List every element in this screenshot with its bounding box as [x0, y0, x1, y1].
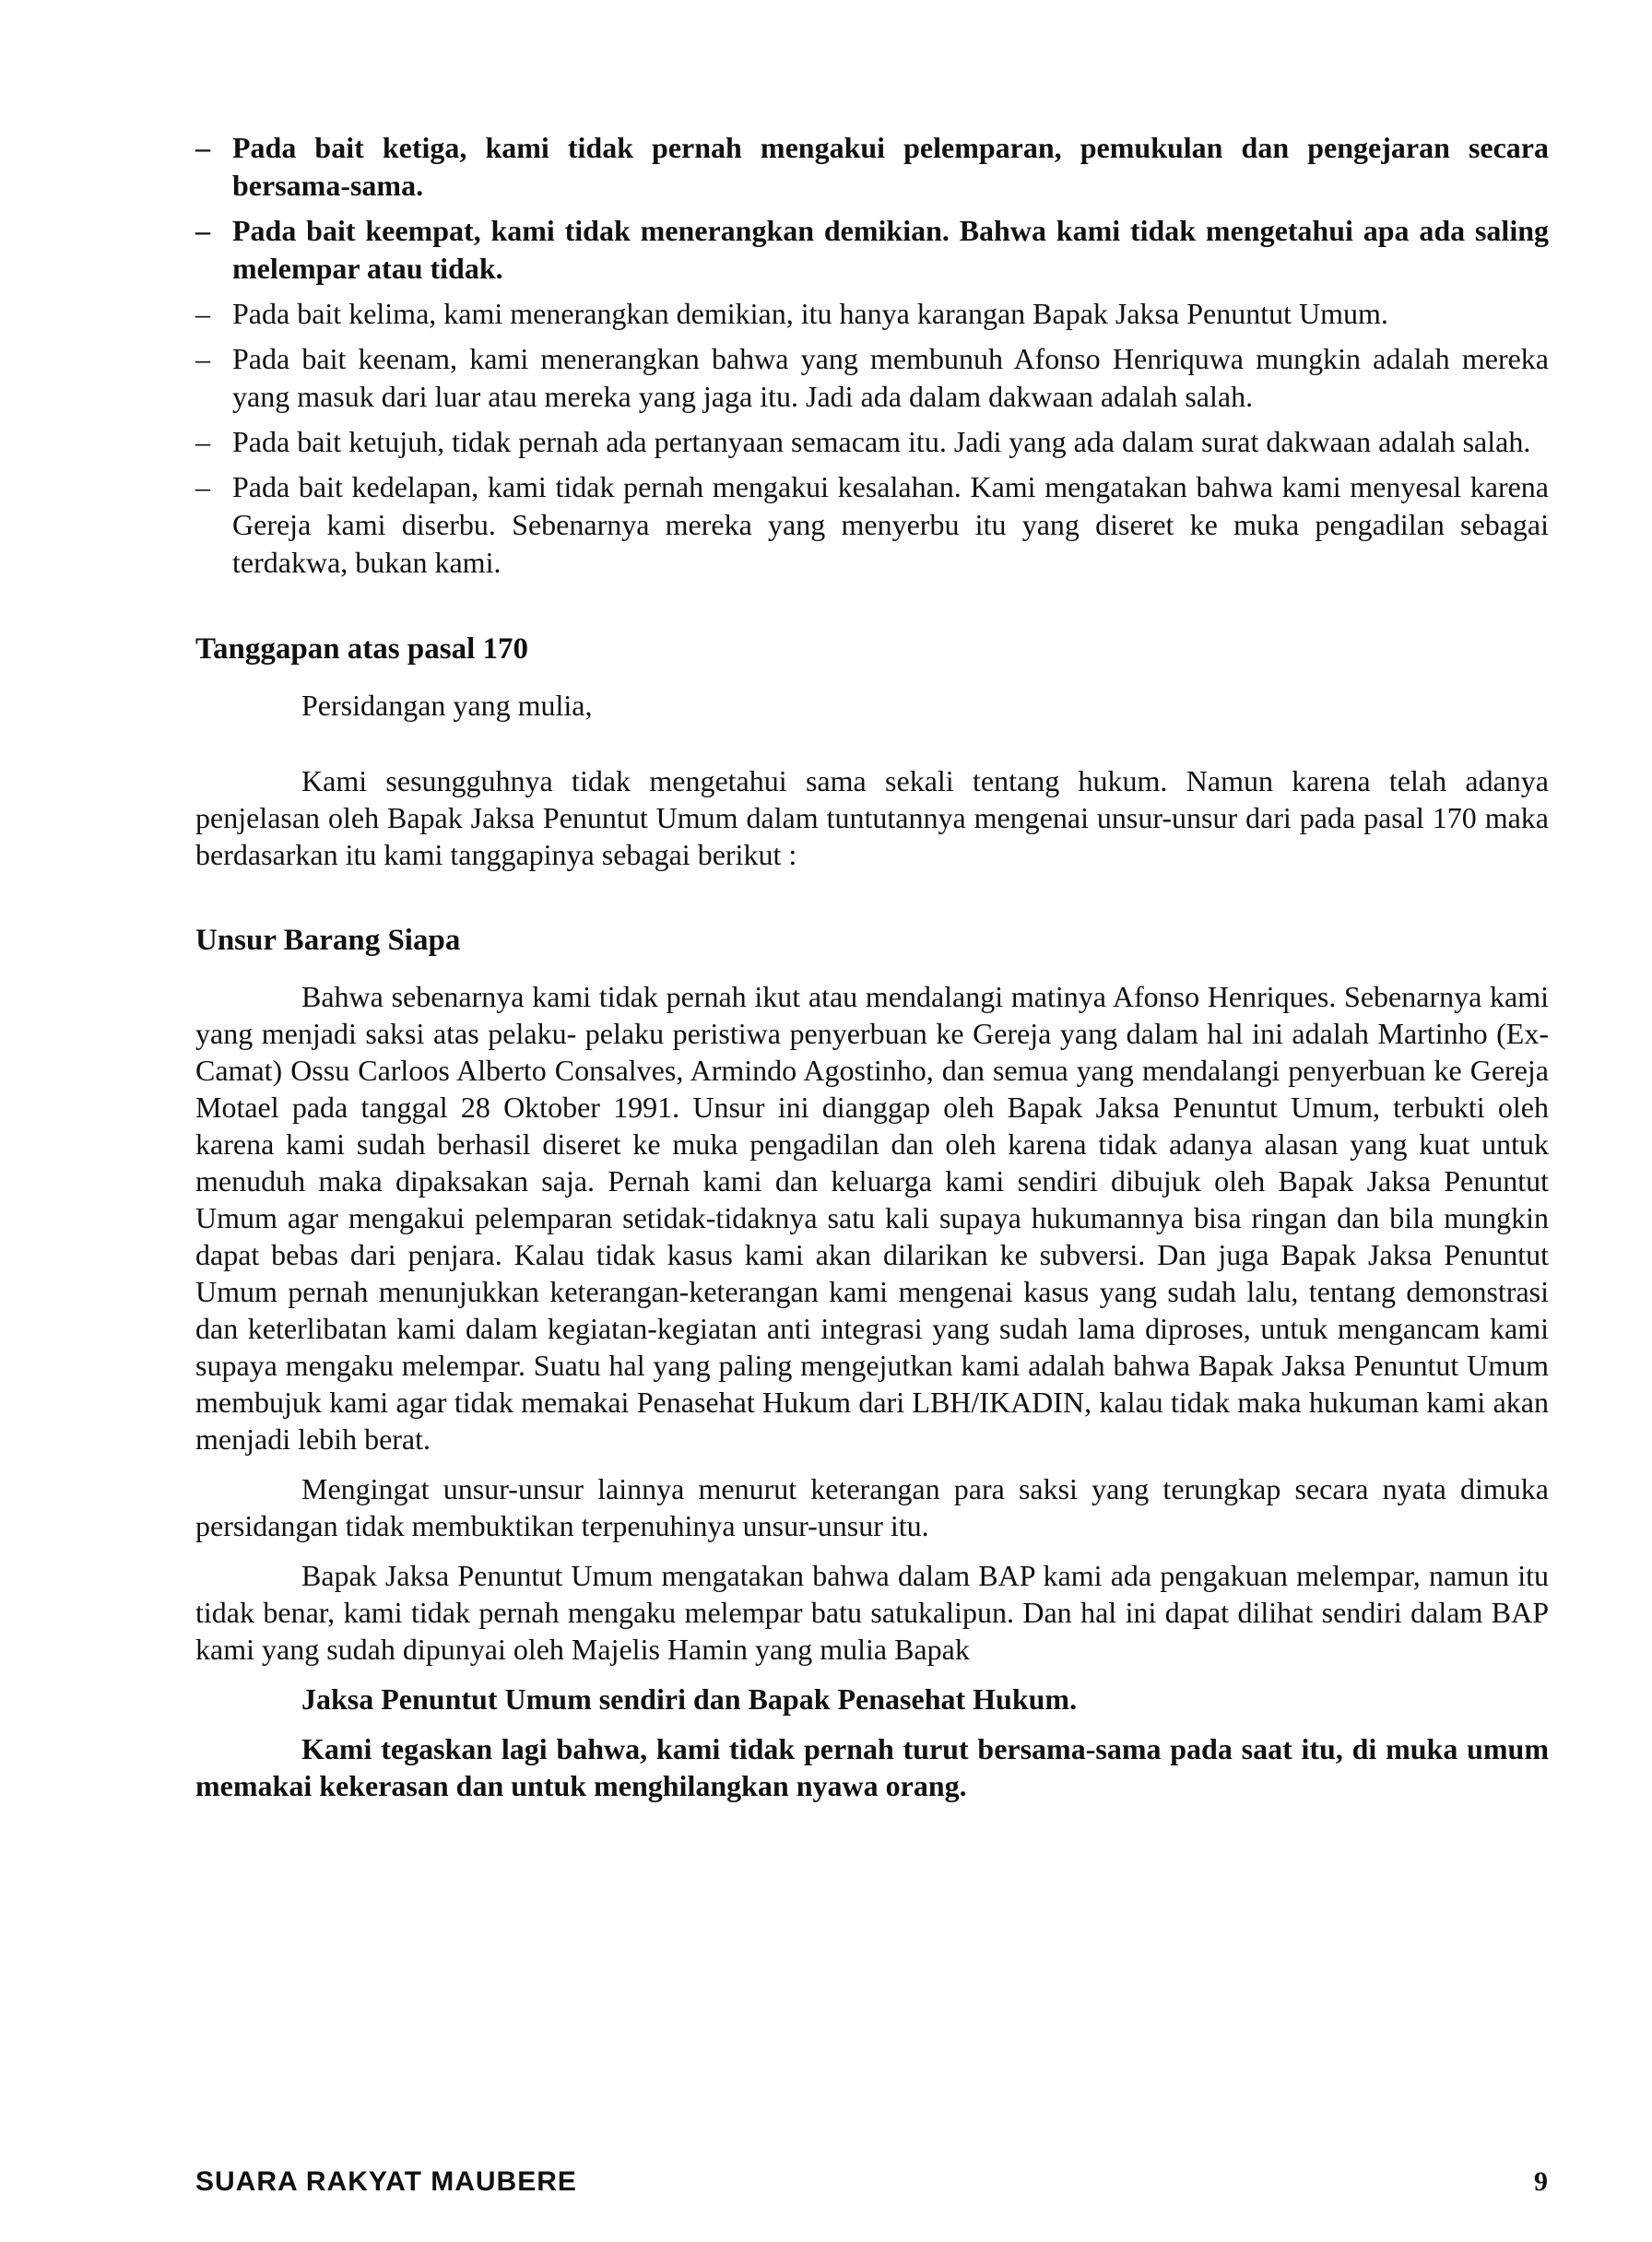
list-item	[195, 212, 1549, 288]
dash-marker: –	[195, 214, 210, 247]
dash-marker: –	[195, 131, 210, 164]
paragraph: Jaksa Penuntut Umum sendiri dan Bapak Penasehat Hukum.	[301, 1682, 1078, 1716]
dash-marker: –	[195, 297, 210, 330]
list-item-text: Pada bait kedelapan, kami tidak pernah mengakui kesalahan. Kami mengatakan bahwa kami menyesal karena Gereja kami diserbu. Sebenarnya mereka yang menyerbu itu yang diseret ke muka pengadilan sebagai terdakwa, bukan kami.	[232, 470, 1549, 579]
document-page	[195, 129, 1549, 2197]
paragraph: Kami sesungguhnya tidak mengetahui sama sekali tentang hukum. Namun karena telah adanya penjelasan oleh Bapak Jaksa Penuntut Umum dalam tuntutannya mengenai unsur-unsur dari pada pasal 170 maka berdasarkan itu kami tanggapinya sebagai berikut :	[195, 764, 1549, 871]
page-footer	[195, 2166, 1549, 2203]
paragraph: Bapak Jaksa Penuntut Umum mengatakan bahwa dalam BAP kami ada pengakuan melempar, namun itu tidak benar, kami tidak pernah mengaku melempar batu satukalipun. Dan hal ini dapat dilihat sendiri dalam BAP kami yang sudah dipunyai oleh Majelis Hamin yang mulia Bapak	[195, 1559, 1549, 1666]
list-item-text: Pada bait ketujuh, tidak pernah ada pertanyaan semacam itu. Jadi yang ada dalam surat dakwaan adalah salah.	[232, 425, 1531, 458]
paragraph: Bahwa sebenarnya kami tidak pernah ikut atau mendalangi matinya Afonso Henriques. Sebenarnya kami yang menjadi saksi atas pelaku- pelaku peristiwa penyerbuan ke Gereja yang dalam hal ini adalah Martinho (Ex-Camat) Ossu Carloos Alberto Consalves, Armindo Agostinho, dan semua yang mendalangi penyerbuan ke Gereja Motael pada tanggal 28 Oktober 1991. Unsur ini dianggap oleh Bapak Jaksa Penuntut Umum, terbukti oleh karena kami sudah berhasil diseret ke muka pengadilan dan oleh karena tidak adanya alasan yang kuat untuk menuduh maka dipaksakan saja. Pernah kami dan keluarga kami sendiri dibujuk oleh Bapak Jaksa Penuntut Umum agar mengakui pelemparan setidak-tidaknya satu kali supaya hukumannya bisa ringan dan bila mungkin dapat bebas dari penjara. Kalau tidak kasus kami akan dilarikan ke subversi. Dan juga Bapak Jaksa Penuntut Umum pernah menunjukkan keterangan-keterangan kami mengenai kasus yang sudah lalu, tentang demonstrasi dan keterlibatan kami dalam kegiatan-kegiatan anti integrasi yang sudah lama diproses, untuk mengancam kami supaya mengaku melempar. Suatu hal yang paling mengejutkan kami adalah bahwa Bapak Jaksa Penuntut Umum membujuk kami agar tidak memakai Penasehat Hukum dari LBH/IKADIN, kalau tidak maka hukuman kami akan menjadi lebih berat.	[195, 980, 1549, 1456]
journal-title: SUARA RAKYAT MAUBERE	[195, 2166, 577, 2197]
list-item	[195, 340, 1549, 416]
page-number: 9	[1534, 2166, 1549, 2197]
list-item	[195, 423, 1549, 461]
list-item	[195, 295, 1549, 333]
list-item	[195, 129, 1549, 205]
dash-marker: –	[195, 470, 210, 503]
list-item	[195, 468, 1549, 582]
list-item-text: Pada bait keempat, kami tidak menerangkan demikian. Bahwa kami tidak mengetahui apa ada saling melempar atau tidak.	[232, 214, 1549, 285]
paragraph: Mengingat unsur-unsur lainnya menurut keterangan para saksi yang terungkap secara nyata dimuka persidangan tidak membuktikan terpenuhinya unsur-unsur itu.	[195, 1472, 1549, 1542]
list-item-text: Pada bait keenam, kami menerangkan bahwa yang membunuh Afonso Henriquwa mungkin adalah mereka yang masuk dari luar atau mereka yang jaga itu. Jadi ada dalam dakwaan adalah salah.	[232, 342, 1549, 413]
list-item-text: Pada bait ketiga, kami tidak pernah mengakui pelemparan, pemukulan dan pengejaran secara bersama-sama.	[232, 131, 1549, 202]
list-item-text: Pada bait kelima, kami menerangkan demikian, itu hanya karangan Bapak Jaksa Penuntut Umum.	[232, 297, 1388, 330]
section-heading-pasal-170: Tanggapan atas pasal 170	[195, 632, 528, 666]
bullet-list	[195, 129, 1549, 582]
dash-marker: –	[195, 425, 210, 458]
paragraph: Kami tegaskan lagi bahwa, kami tidak pernah turut bersama-sama pada saat itu, di muka umum memakai kekerasan dan untuk menghilangkan nyawa orang.	[195, 1732, 1549, 1802]
dash-marker: –	[195, 342, 210, 375]
salutation: Persidangan yang mulia,	[301, 689, 593, 722]
section-heading-unsur-barang-siapa: Unsur Barang Siapa	[195, 924, 461, 957]
